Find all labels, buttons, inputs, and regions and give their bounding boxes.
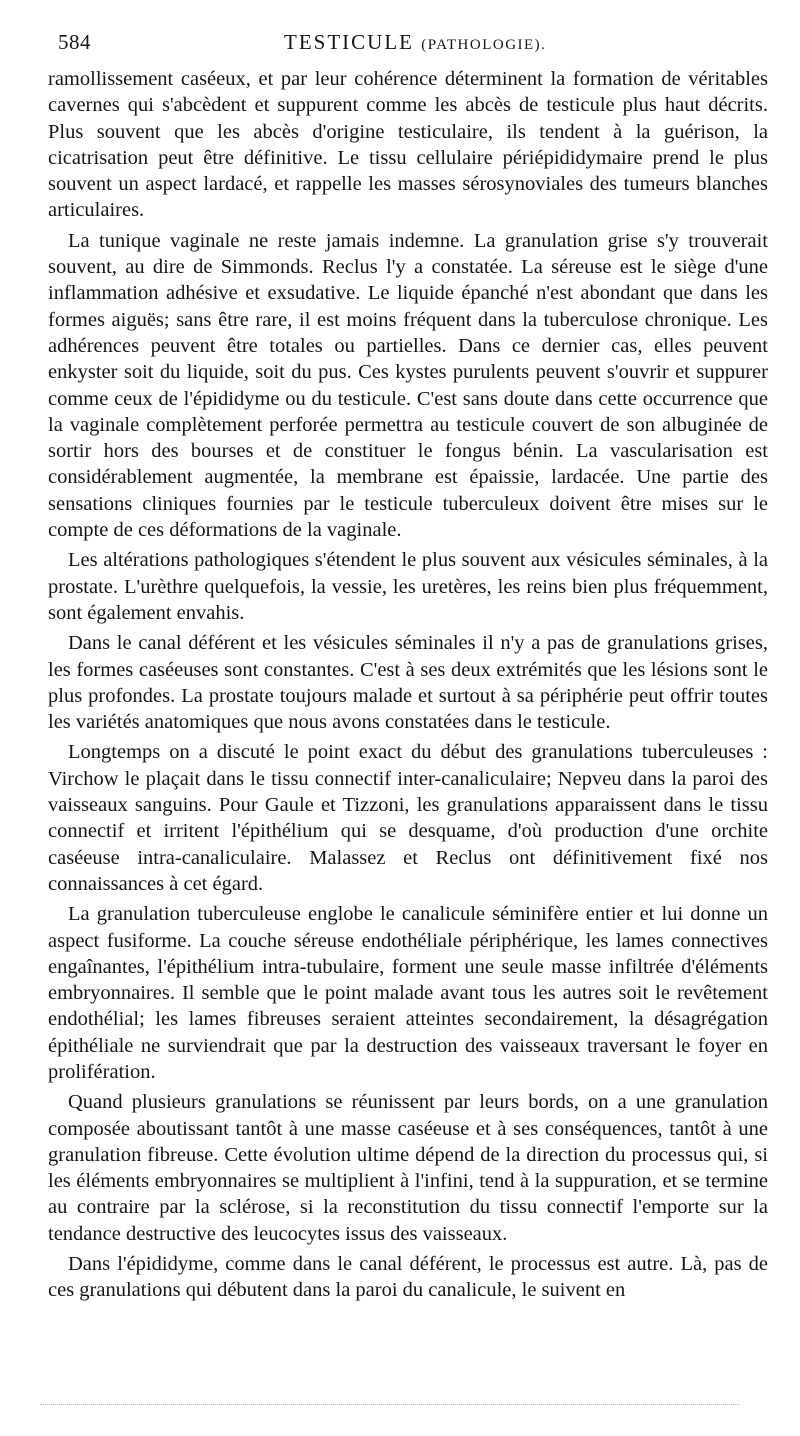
paragraph-epididyme: Dans l'épididyme, comme dans le canal déférent, le processus est autre. Là, pas de ces granulations qui débutent dans la paroi du canalicule, le suivent en [48,1253,768,1302]
book-page [48,22,768,1308]
running-title-subtitle: (PATHOLOGIE). [421,37,547,53]
running-title-main: TESTICULE [284,30,414,54]
paragraph-longtemps: Longtemps on a discuté le point exact du début des granulations tuberculeuses : Virchow le plaçait dans le tissu connectif inter-canaliculaire; Nepveu dans la paroi des vaisseaux sanguins. Pour Gaule et Tizzoni, les granulations apparaissent dans le tissu connectif et irritent l'épithélium qui se desquame, d'où production d'une orchite caséeuse intra-canaliculaire. Malassez et Reclus ont définitivement fixé nos connaissances à cet égard. [48,741,768,895]
bottom-dotted-rule [40,1404,740,1406]
paragraph-plusieurs-granulations: Quand plusieurs granulations se réunissent par leurs bords, on a une granulation composée aboutissant tantôt à une masse caséeuse et à ses conséquences, tantôt à une granulation fibreuse. Cette évolution ultime dépend de la direction du processus qui, si les éléments embryonnaires se multiplient à l'infini, tend à la suppuration, et se termine au contraire par la sclérose, si la reconstitution du tissu connectif l'emporte sur la tendance destructive des leucocytes issus des vaisseaux. [48,1091,768,1245]
running-title [284,30,546,55]
page-number: 584 [58,30,91,54]
paragraph-granulation: La granulation tuberculeuse englobe le canalicule séminifère entier et lui donne un aspect fusiforme. La couche séreuse endothéliale périphérique, les lames connectives engaînantes, l'épithélium intra-tubulaire, forment une seule masse infiltrée d'éléments embryonnaires. Il semble que le point malade avant tous les autres soit le revêtement endothélial; les lames fibreuses seraient atteintes secondairement, la désagrégation épithéliale ne surviendrait que par la destruction des vaisseaux traversant le foyer en prolifération. [48,903,768,1083]
paragraph-tunique-vaginale: La tunique vaginale ne reste jamais indemne. La granulation grise s'y trouverait souvent, au dire de Simmonds. Reclus l'y a constatée. La séreuse est le siège d'une inflammation adhésive et exsudative. Le liquide épanché n'est abondant que dans les formes aiguës; sans être rare, il est moins fréquent dans la tuberculose chronique. Les adhérences peuvent être totales ou partielles. Dans ce dernier cas, elles peuvent enkyster soit du liquide, soit du pus. Ces kystes purulents peuvent s'ouvrir et suppurer comme ceux de l'épididyme ou du testicule. C'est sans doute dans cette occurrence que la vaginale complètement perforée permettra au testicule couvert de son albuginée de sortir hors des bourses et de constituer le fongus bénin. La vascularisation est considérablement augmentée, la membrane est épaissie, lardacée. Une partie des sensations cliniques fournies par le testicule tuberculeux doivent être mises sur le compte de ces déformations de la vaginale. [48,229,768,542]
body-text [48,66,768,1304]
paragraph-canal-deferent: Dans le canal déférent et les vésicules séminales il n'y a pas de granulations grises, les formes caséeuses sont constantes. C'est à ses deux extrémités que les lésions sont le plus profondes. La prostate toujours malade et surtout à sa périphérie peut offrir toutes les variétés anatomiques que nous avons constatées dans le testicule. [48,632,768,734]
paragraph-continued: ramollissement caséeux, et par leur cohérence déterminent la formation de véritables cavernes qui s'abcèdent et suppurent comme les abcès de testicule plus haut décrits. Plus souvent que les abcès d'origine testiculaire, ils tendent à la guérison, la cicatrisation peut être définitive. Le tissu cellulaire périépididymaire prend le plus souvent un aspect lardacé, et rappelle les masses sérosynoviales des tumeurs blanches articulaires. [48,68,768,222]
paragraph-alterations: Les altérations pathologiques s'étendent le plus souvent aux vésicules séminales, à la prostate. L'urèthre quelquefois, la vessie, les uretères, les reins bien plus fréquemment, sont également envahis. [48,549,768,624]
running-head [48,22,768,62]
